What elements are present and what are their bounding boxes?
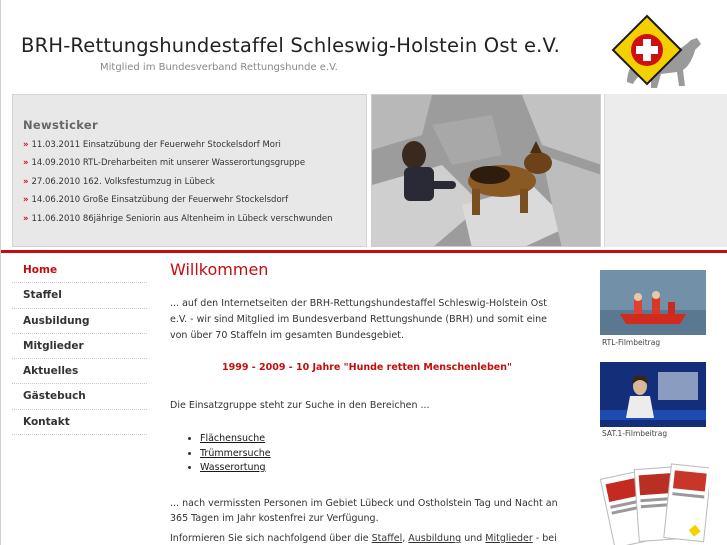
info-sep: , — [402, 533, 409, 544]
rubble-scene-image — [372, 95, 601, 247]
link-mitglieder[interactable]: Mitglieder — [485, 533, 533, 544]
banner-photo — [371, 94, 601, 247]
availability-paragraph: ... nach vermissten Personen im Gebiet Lübeck und Ostholstein Tag und Nacht an 365 Tagen im Jahr kostenfrei zur Verfügung. — [170, 498, 558, 524]
link-wasserortung[interactable]: Wasserortung — [200, 462, 266, 473]
info-sep: und — [461, 533, 486, 544]
nav-item-staffel[interactable]: Staffel — [12, 283, 147, 308]
main-content — [170, 260, 565, 544]
rtl-video-thumbnail[interactable] — [600, 270, 706, 335]
link-flaechensuche[interactable]: Flächensuche — [200, 433, 266, 444]
rtl-boat-image — [600, 270, 706, 335]
page-title: Willkommen — [170, 260, 269, 279]
nav-item-gaestebuch[interactable]: Gästebuch — [12, 384, 147, 409]
news-item[interactable] — [23, 214, 363, 232]
nav-item-home[interactable]: Home — [12, 258, 147, 283]
bullet-icon: » — [23, 213, 29, 224]
news-item[interactable] — [23, 158, 363, 176]
nav-item-aktuelles[interactable]: Aktuelles — [12, 359, 147, 384]
newsticker-title: Newsticker — [23, 118, 98, 132]
main-nav — [12, 258, 147, 435]
info-paragraph — [170, 533, 565, 544]
bullet-icon: » — [23, 158, 29, 169]
newsticker-list — [23, 140, 363, 232]
bullet-icon: » — [23, 176, 29, 187]
link-staffel[interactable]: Staffel — [371, 533, 403, 544]
link-truemmersuche[interactable]: Trümmersuche — [200, 447, 271, 459]
rtl-video-caption[interactable]: RTL-Filmbeitrag — [602, 338, 661, 347]
banner-side-panel — [604, 94, 727, 247]
sat1-studio-image — [600, 362, 706, 427]
link-ausbildung[interactable]: Ausbildung — [408, 533, 462, 544]
areas-intro: Die Einsatzgruppe steht zur Suche in den Bereichen ... — [170, 400, 430, 411]
news-item[interactable] — [23, 195, 363, 213]
nav-item-ausbildung[interactable]: Ausbildung — [12, 309, 147, 334]
bullet-icon: » — [23, 195, 29, 206]
anniversary-tagline: 1999 - 2009 - 10 Jahre "Hunde retten Menschenleben" — [222, 362, 512, 373]
search-areas-list — [200, 432, 271, 476]
info-text: Informieren Sie sich nachfolgend über die — [170, 533, 372, 544]
site-title: BRH-Rettungshundestaffel Schleswig-Holstein Ost e.V. — [21, 34, 560, 57]
list-item — [200, 447, 271, 462]
news-item[interactable] — [23, 177, 363, 195]
intro-paragraph: ... auf den Internetseiten der BRH-Rettungshundestaffel Schleswig-Holstein Ost e.V. - wir sind Mitglied im Bundesverband Rettungshunde (BRH) und somit eine von über 70 Staffeln im gesamten Bundesgebiet. — [170, 298, 547, 341]
news-item-text[interactable]: 14.09.2010 RTL-Dreharbeiten mit unserer Wasserortungsgruppe — [31, 158, 306, 169]
news-item-text[interactable]: 11.03.2011 Einsatzübung der Feuerwehr Stockelsdorf Mori — [31, 140, 281, 150]
nav-item-kontakt[interactable]: Kontakt — [12, 410, 147, 435]
list-item — [200, 461, 271, 476]
banner-divider — [1, 250, 727, 253]
news-item-text[interactable]: 11.06.2010 86jährige Seniorin aus Altenheim in Lübeck verschwunden — [31, 213, 333, 224]
info-text: - bei — [532, 533, 557, 544]
list-item — [200, 432, 271, 447]
sat1-video-thumbnail[interactable] — [600, 362, 706, 427]
brh-logo[interactable] — [611, 14, 707, 92]
flyer-stack-image[interactable] — [599, 458, 709, 545]
news-item-text[interactable]: 14.06.2010 Große Einsatzübung der Feuerwehr Stockelsdorf — [31, 195, 289, 206]
newsticker-box — [12, 94, 367, 247]
nav-item-mitglieder[interactable]: Mitglieder — [12, 334, 147, 359]
sat1-video-caption[interactable]: SAT.1-Filmbeitrag — [602, 429, 668, 438]
news-item[interactable] — [23, 140, 363, 158]
site-subtitle: Mitglied im Bundesverband Rettungshunde e.V. — [100, 62, 338, 73]
news-item-text[interactable]: 27.06.2010 162. Volksfestumzug in Lübeck — [31, 176, 215, 187]
bullet-icon: » — [23, 140, 29, 150]
